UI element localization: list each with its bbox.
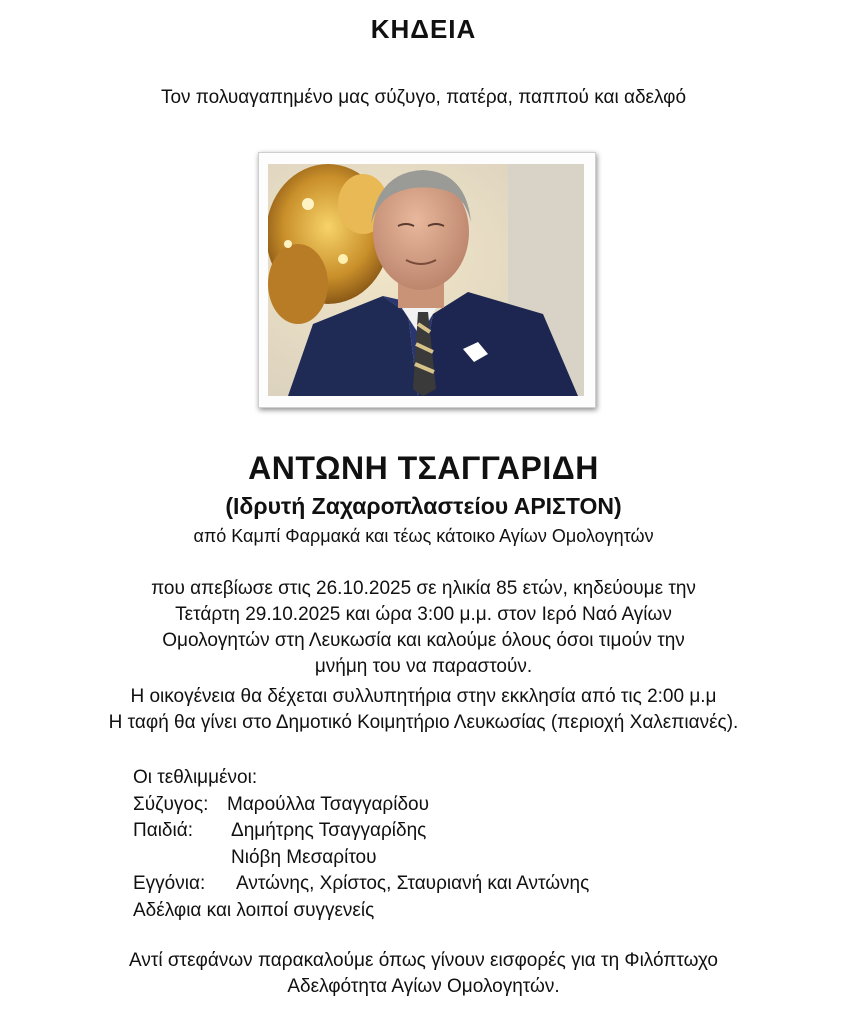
- spouse-label: Σύζυγος:: [133, 793, 209, 815]
- portrait-image: [268, 164, 584, 396]
- deceased-subtitle: (Ιδρυτή Ζαχαροπλαστείου ΑΡΙΣΤΟΝ): [225, 493, 622, 519]
- burial-line: Η ταφή θα γίνει στο Δημοτικό Κοιμητήριο Λευκωσίας (περιοχή Χαλεπιανές).: [108, 712, 739, 733]
- mourners-heading: Οι τεθλιμμένοι:: [133, 767, 258, 788]
- spouse-name: Μαρούλλα Τσαγγαρίδου: [227, 793, 429, 815]
- grandchildren-label: Εγγόνια:: [133, 873, 206, 894]
- portrait-photo: [258, 152, 596, 408]
- grandchildren-names: Αντώνης, Χρίστος, Σταυριανή και Αντώνης: [236, 873, 590, 894]
- announcement-line: μνήμη του να παραστούν.: [314, 656, 533, 677]
- closing-paragraph: [0, 948, 847, 1000]
- announcement-line: Τετάρτη 29.10.2025 και ώρα 3:00 μ.μ. στον Ιερό Ναό Αγίων: [175, 604, 672, 625]
- children-label: Παιδιά:: [133, 820, 193, 841]
- closing-line: Αδελφότητα Αγίων Ομολογητών.: [287, 976, 560, 997]
- condolences-line: Η οικογένεια θα δέχεται συλλυπητήρια στην εκκλησία από τις 2:00 μ.μ: [130, 686, 717, 707]
- relatives-line: Αδέλφια και λοιποί συγγενείς: [133, 899, 375, 921]
- notice-title: ΚΗΔΕΙΑ: [370, 14, 477, 44]
- child-name: Νιόβη Μεσαρίτου: [231, 846, 377, 868]
- deceased-origin: από Καμπί Φαρμακά και τέως κάτοικο Αγίων Ομολογητών: [193, 526, 654, 546]
- closing-line: Αντί στεφάνων παρακαλούμε όπως γίνουν εισφορές για τη Φιλόπτωχο: [129, 950, 718, 971]
- intro-line: Τον πολυαγαπημένο μας σύζυγο, πατέρα, παππού και αδελφό: [160, 87, 687, 108]
- child-name: Δημήτρης Τσαγγαρίδης: [231, 820, 427, 841]
- deceased-name: ΑΝΤΩΝΗ ΤΣΑΓΓΑΡΙΔΗ: [248, 450, 599, 486]
- announcement-line: που απεβίωσε στις 26.10.2025 σε ηλικία 85 ετών, κηδεύουμε την: [151, 578, 696, 599]
- announcement-line: Ομολογητών στη Λευκωσία και καλούμε όλους όσοι τιμούν την: [162, 630, 685, 651]
- announcement-paragraph: [0, 576, 847, 680]
